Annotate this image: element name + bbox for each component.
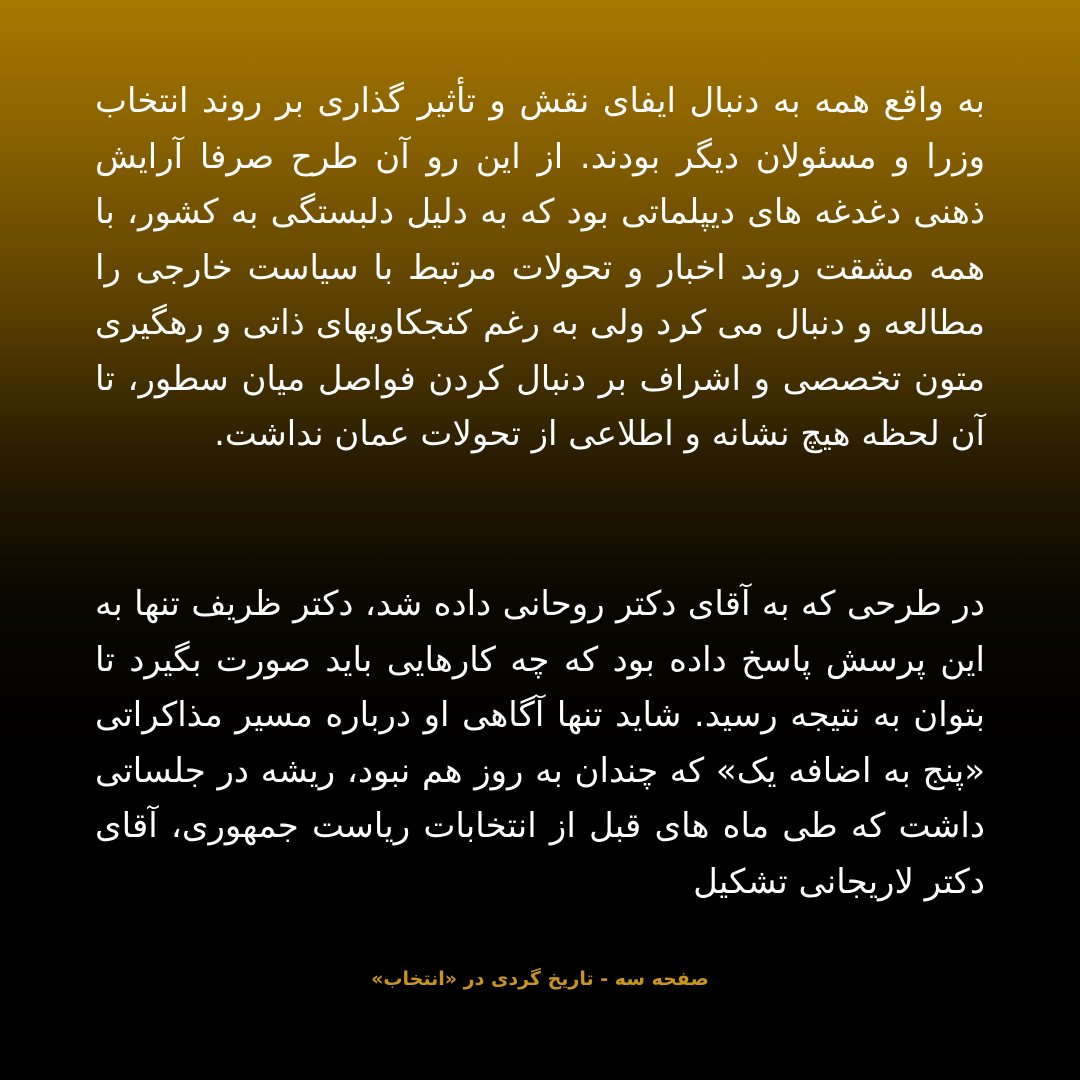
paragraph-1: به واقع همه به دنبال ایفای نقش و تأثیر گذاری بر روند انتخاب وزرا و مسئولان دیگر بودند. از این رو آن طرح صرفا آرایش ذهنی دغدغه های دیپلماتی بود که به دلیل دلبستگی به کشور، با همه مشقت روند اخبار و تحولات مرتبط با سیاست خارجی را مطالعه و دنبال می کرد ولی به رغم کنجکاویهای ذاتی و رهگیری متون تخصصی و اشراف بر دنبال کردن فواصل میان سطور، تا آن لحظه هیچ نشانه و اطلاعی از تحولات عمان نداشت. bbox=[95, 81, 985, 454]
paragraph-2: در طرحی که به آقای دکتر روحانی داده شد، دکتر ظریف تنها به این پرسش پاسخ داده بود که چه کارهایی باید صورت بگیرد تا بتوان به نتیجه رسید. شاید تنها آگاهی او درباره مسیر مذاکراتی «پنج به اضافه یک» که چندان به روز هم نبود، ریشه در جلساتی داشت که طی ماه های قبل از انتخابات ریاست جمهوری، آقای دکتر لاریجانی تشکیل bbox=[95, 584, 985, 902]
page-footer: صفحه سه - تاریخ گردی در «انتخاب» bbox=[371, 968, 709, 990]
